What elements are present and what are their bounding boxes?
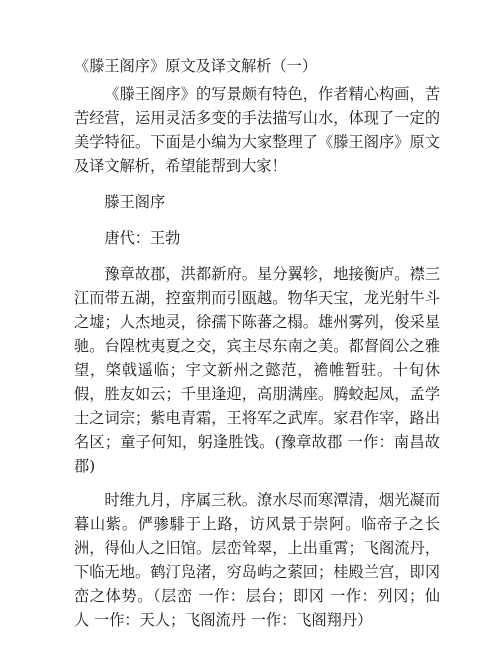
author-line: 唐代：王勃 — [104, 229, 181, 247]
work-title: 滕王阁序 — [104, 193, 166, 211]
intro-paragraph: 《滕王阁序》的写景颇有特色，作者精心构画，苦苦经营，运用灵活多变的手法描写山水，体现了一定的美学特征。下面是小编为大家整理了《滕王阁序》原文及译文解析，希望能帮到大家！ — [74, 85, 440, 175]
document-title: 《滕王阁序》原文及译文解析（一） — [74, 57, 317, 75]
body-paragraph-1: 豫章故郡，洪都新府。星分翼轸，地接衡庐。襟三江而带五湖，控蛮荆而引瓯越。物华天宝，龙光射牛斗之墟；人杰地灵，徐孺下陈蕃之榻。雄州雾列，俊采星驰。台隍枕夷夏之交，宾主尽东南之美。都督阎公之雅望，棨戟遥临；宇文新州之懿范，襜帷暂驻。十旬休假，胜友如云；千里逢迎，高朋满座。腾蛟起凤，孟学士之词宗；紫电青霜，王将军之武库。家君作宰，路出名区；童子何知，躬逢胜饯。(豫章故郡 一作：南昌故郡) — [74, 265, 440, 475]
document-page — [74, 54, 440, 632]
body-paragraph-2: 时维九月，序属三秋。潦水尽而寒潭清，烟光凝而暮山紫。俨骖騑于上路，访风景于崇阿。临帝子之长洲，得仙人之旧馆。层峦耸翠，上出重霄；飞阁流丹，下临无地。鹤汀凫渚，穷岛屿之萦回；桂殿兰宫，即冈峦之体势。（层峦 一作：层台；即冈 一作：列冈；仙人 一作：天人；飞阁流丹 一作：飞阁翔丹） — [74, 491, 440, 629]
